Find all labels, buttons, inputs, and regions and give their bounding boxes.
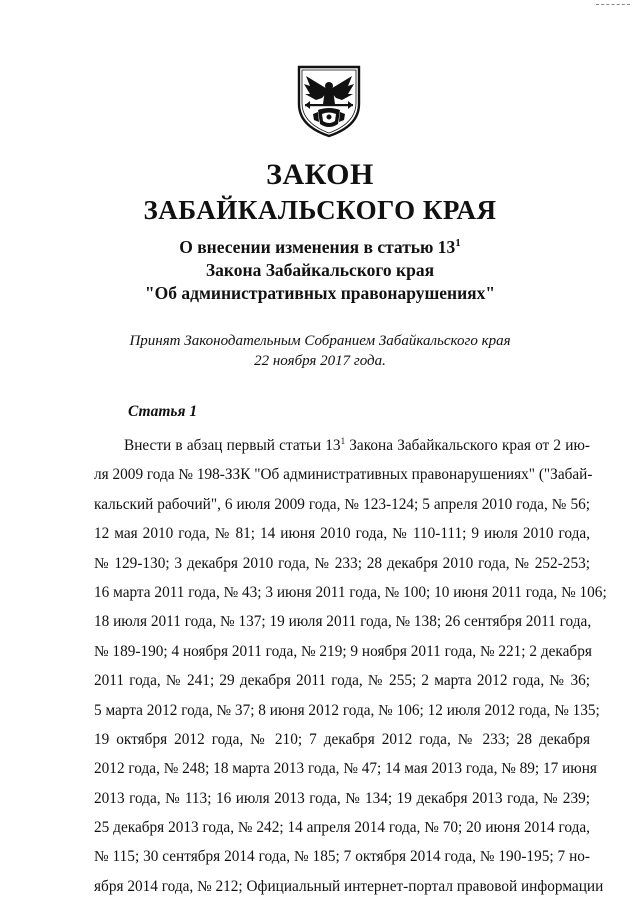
body-line: 25 декабря 2013 года, № 242; 14 апреля 2014 года, № 70; 20 июня 2014 года, bbox=[94, 819, 590, 837]
body-line: 2013 года, № 113; 16 июля 2013 года, № 134; 19 декабря 2013 года, № 239; bbox=[94, 789, 590, 807]
body-line: ября 2014 года, № 212; Официальный интернет-портал правовой информации bbox=[94, 877, 604, 895]
law-title: ЗАКОН bbox=[266, 158, 374, 191]
adoption-date: 22 ноября 2017 года. bbox=[254, 353, 386, 369]
body-line: № 115; 30 сентября 2014 года, № 185; 7 октября 2014 года, № 190-195; 7 но- bbox=[94, 848, 590, 866]
body-line: 5 марта 2012 года, № 37; 8 июня 2012 года, № 106; 12 июля 2012 года, № 135; bbox=[94, 701, 600, 719]
subtitle-superscript: 1 bbox=[455, 237, 461, 249]
body-superscript: 1 bbox=[340, 436, 346, 446]
body-line: № 189-190; 4 ноября 2011 года, № 219; 9 ноября 2011 года, № 221; 2 декабря bbox=[94, 642, 592, 660]
body-line-1-pre: Внести в абзац первый статьи 13 bbox=[124, 437, 341, 454]
body-line: № 129-130; 3 декабря 2010 года, № 233; 28 декабря 2010 года, № 252-253; bbox=[94, 554, 590, 572]
body-line: ля 2009 года № 198-ЗЗК "Об административных правонарушениях" ("Забай- bbox=[94, 466, 593, 484]
body-line bbox=[94, 431, 590, 460]
body-line-1-post: Закона Забайкальского края от 2 ию- bbox=[345, 437, 590, 454]
body-line: кальский рабочий", 6 июля 2009 года, № 123-124; 5 апреля 2010 года, № 56; bbox=[94, 495, 590, 513]
body-line: 19 октября 2012 года, № 210; 7 декабря 2012 года, № 233; 28 декабря bbox=[94, 730, 590, 748]
subtitle-line-1 bbox=[0, 236, 640, 259]
article-heading: Статья 1 bbox=[128, 403, 198, 420]
subtitle-line-2: Закона Забайкальского края bbox=[205, 260, 435, 280]
body-line: 2012 года, № 248; 18 марта 2013 года, № 47; 14 мая 2013 года, № 89; 17 июня bbox=[94, 760, 597, 778]
scan-mark bbox=[596, 4, 630, 7]
subtitle-line-1-text: О внесении изменения в статью 13 bbox=[179, 237, 456, 257]
article-body bbox=[94, 431, 607, 901]
adoption-line-1: Принят Законодательным Собранием Забайкальского края bbox=[129, 333, 511, 349]
subtitle-line-3: "Об административных правонарушениях" bbox=[144, 283, 496, 303]
body-line: 12 мая 2010 года, № 81; 14 июня 2010 года, № 110-111; 9 июля 2010 года, bbox=[94, 525, 590, 543]
body-line: 16 марта 2011 года, № 43; 3 июня 2011 года, № 100; 10 июня 2011 года, № 106; bbox=[94, 583, 607, 601]
adoption-note bbox=[0, 331, 640, 371]
region-title: ЗАБАЙКАЛЬСКОГО КРАЯ bbox=[143, 195, 497, 225]
body-line: 2011 года, № 241; 29 декабря 2011 года, № 255; 2 марта 2012 года, № 36; bbox=[94, 672, 590, 690]
law-subtitle bbox=[0, 236, 640, 305]
coat-of-arms-icon bbox=[296, 64, 362, 138]
body-line: 18 июля 2011 года, № 137; 19 июля 2011 года, № 138; 26 сентября 2011 года, bbox=[94, 613, 592, 631]
